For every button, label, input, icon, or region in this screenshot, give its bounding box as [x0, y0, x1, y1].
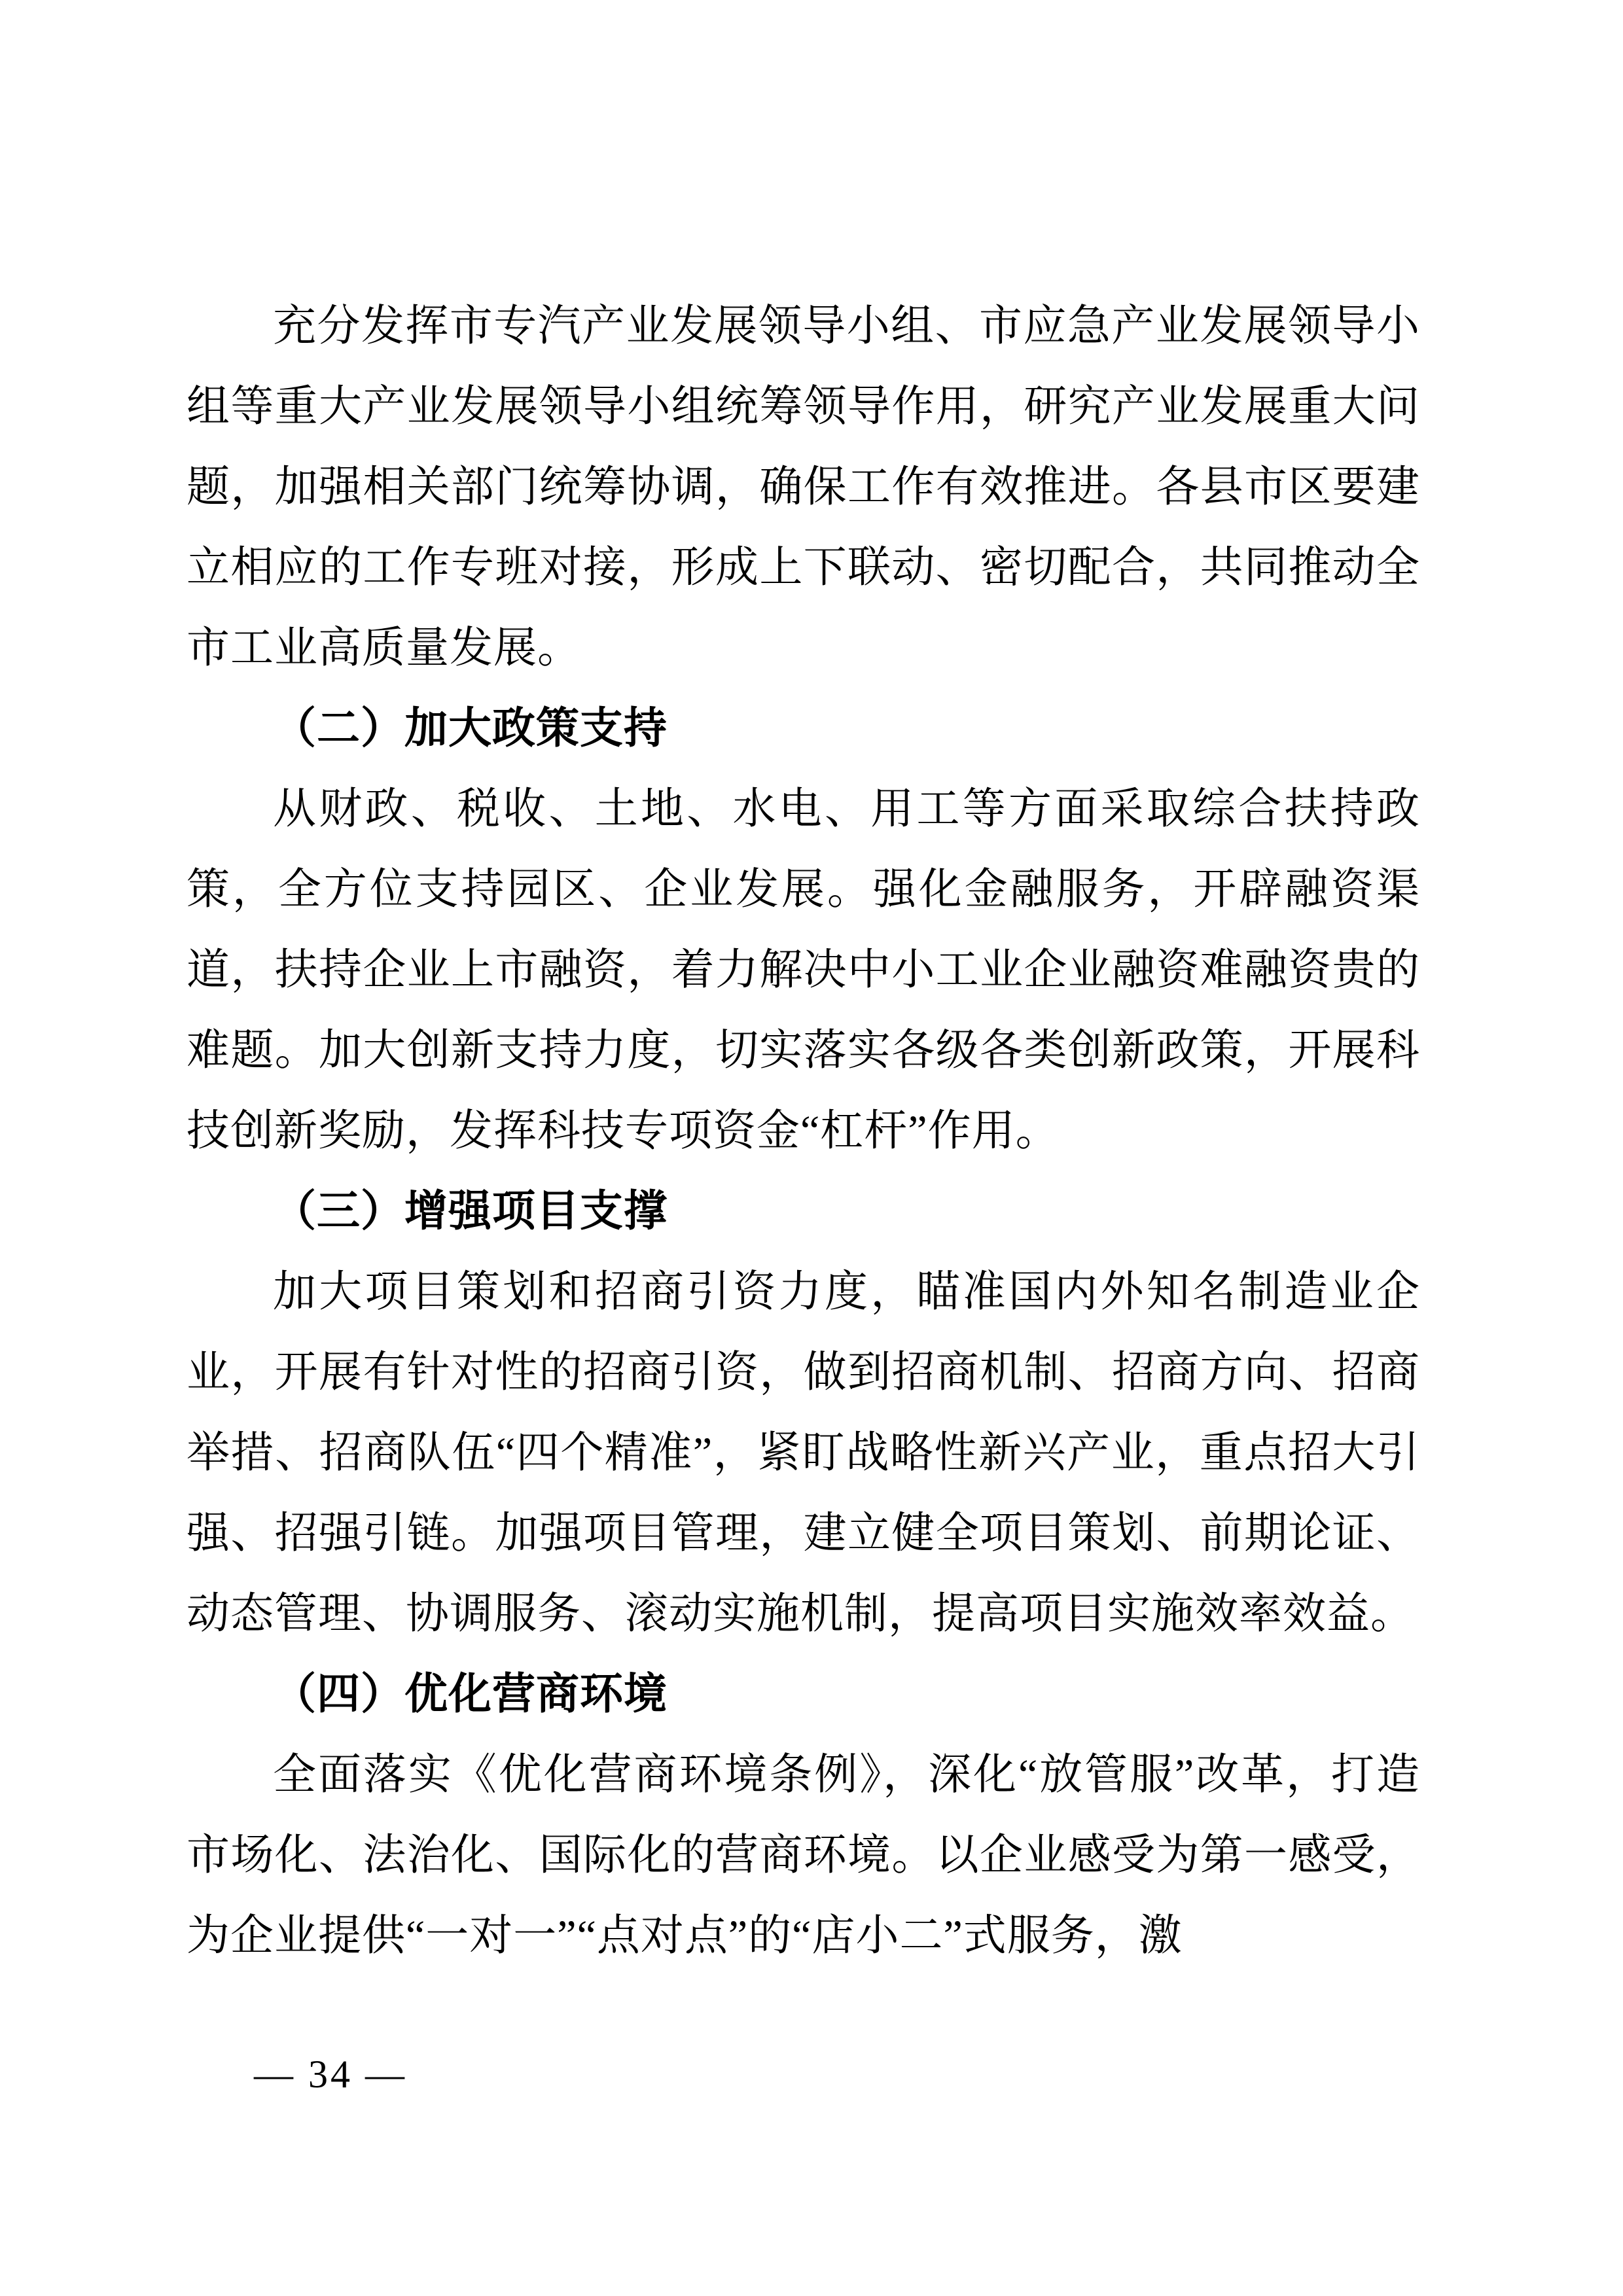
page-number: — 34 —	[254, 2053, 407, 2096]
paragraph-policy-support: 从财政、税收、土地、水电、用工等方面采取综合扶持政策，全方位支持园区、企业发展。强化金融服务，开辟融资渠道，扶持企业上市融资，着力解决中小工业企业融资难融资贵的难题。加大创新支持力度，切实落实各级各类创新政策，开展科技创新奖励，发挥科技专项资金“杠杆”作用。	[187, 785, 1420, 1155]
section-heading-business-environment: （四）优化营商环境	[273, 1670, 668, 1718]
paragraph-business-environment: 全面落实《优化营商环境条例》，深化“放管服”改革，打造市场化、法治化、国际化的营商环境。以企业感受为第一感受，为企业提供“一对一”“点对点”的“店小二”式服务，激	[187, 1751, 1420, 1960]
paragraph-leadership-coordination: 充分发挥市专汽产业发展领导小组、市应急产业发展领导小组等重大产业发展领导小组统筹领导作用，研究产业发展重大问题，加强相关部门统筹协调，确保工作有效推进。各县市区要建立相应的工作专班对接，形成上下联动、密切配合，共同推动全市工业高质量发展。	[187, 302, 1420, 672]
paragraph-project-support: 加大项目策划和招商引资力度，瞄准国内外知名制造业企业，开展有针对性的招商引资，做到招商机制、招商方向、招商举措、招商队伍“四个精准”，紧盯战略性新兴产业，重点招大引强、招强引链。加强项目管理，建立健全项目策划、前期论证、动态管理、协调服务、滚动实施机制，提高项目实施效率效益。	[187, 1268, 1420, 1638]
section-heading-project-support: （三）增强项目支撑	[273, 1188, 668, 1235]
section-heading-policy-support: （二）加大政策支持	[273, 705, 668, 752]
document-body	[187, 286, 1420, 1976]
